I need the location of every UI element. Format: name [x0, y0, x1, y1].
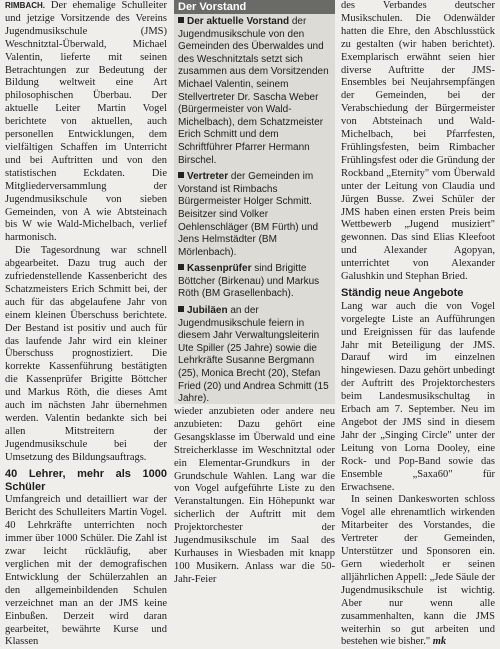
- info-item-board: Der aktuelle Vorstand der Jugendmusikschule von den Gemeinden des Überwaldes und des Weschnitztals setzt sich zusammen aus dem Vorsitzenden Michael Valentin, seinem Stellvertreter Dr. Sascha Weber (Bürgermeister von Wald-Michelbach), dem Schatzmeister Erich Schmitt und dem Schriftführer Pfarrer Hermann Birschel.: [178, 16, 329, 166]
- bullet-square-icon: [178, 17, 184, 23]
- bullet-square-icon: [178, 172, 184, 178]
- paragraph-report: Umfangreich und detailliert war der Bericht des Schulleiters Martin Vogel. 40 Lehrkräfte unterrichten noch immer über 1000 Schüler. Die Zahl ist zwar leicht rückläufig, aber verglichen mit der demografischen Entwicklung der Schülerzahlen an den allgemeinbildenden Schulen verzeichnet man an der JMS keine Einbußen. Derzeit wird daran gearbeitet, bewährte Kurse und Klassen: [5, 494, 167, 648]
- info-box-title: Der Vorstand: [174, 0, 335, 14]
- paragraph-thanks: In seinen Dankesworten schloss Vogel alle ehrenamtlich wirkenden Mitarbeiter des Vorstandes, die Vertreter der Gemeinden, Unterstützer und Sponsoren ein. Gern wiederholt er seinen alljährlichen Appell: „Jede Säule der Jugendmusikschule ist wichtig. Aber nur wenn alle zusammenhalten, kann die JMS weiterhin so gut arbeiten und bestehen wie bisher." mk: [341, 494, 495, 648]
- paragraph-new-offers: Lang war auch die von Vogel vorgelegte Liste an Aufführungen und Ereignissen für das laufende Jahr mit Beteiligung der JMS. Darauf wird im einzelnen hingewiesen. Dazu gehört unbedingt der Auftritt des Projektorchesters beim Landesmusikschultag in Erbach am 7. September. Neu im Angebot der JMS sind in diesem Jahr der „Singing Circle" unter der Leitung von Lorna Dooley, eine Rock- und Pop-Band sowie das Ensemble „Saxa60" für Erwachsene.: [341, 300, 495, 493]
- info-item-auditors: Kassenprüfer sind Brigitte Böttcher (Birkenau) und Markus Röth (BM Grasellenbach).: [178, 263, 320, 300]
- paragraph-intro: RIMBACH. Der ehemalige Schulleiter und jetzige Vorsitzende des Vereins Jugendmusikschule (JMS) Weschnitztal-Überwald, Michael Valentin, lieferte mit seinen Betrachtungen zur Bedeutung der Bildung weltweit eine Art philosophischen Überbau. Der aktuelle Leiter Martin Vogel berichtete von aktuellen, auch personellen Entwicklungen, dem vielfältigen Schaffen im Unterricht und bei Auftritten und von den statistischen Eckdaten. Die Mitgliederversammlung der Jugendmusikschule von sieben Gemeinden, von A wie Abtsteinach bis W wie Wald-Michelbach, verlief harmonisch.: [5, 0, 167, 244]
- author-initials: mk: [432, 636, 447, 648]
- paragraph-treasury: Die Tagesordnung war schnell abgearbeitet. Dazu trug auch der zufriedenstellende Kassenbericht des Schatzmeisters Erich Schmitt bei, der auch für das abgelaufene Jahr von einem kleinen Überschuss berichtete. Der Bestand ist positiv und auch für das laufende Jahr wird ein kleiner Überschuss prognostiziert. Die korrekte Kassenführung bestätigten die Kassenprüfer Brigitte Böttcher und Markus Röth, die dieses Amt auch im nächsten Jahr übernehmen werden. Valentin bedankte sich bei allen Mitstreitern der Jugendmusikschule bei der Umsetzung des Bildungsauftrags.: [5, 245, 167, 463]
- subheading-offers: Ständig neue Angebote: [341, 286, 464, 299]
- info-item-representatives: Vertreter der Gemeinden im Vorstand ist Rimbachs Bürgermeister Holger Schmitt. Beisitzer sind Volker Oehlenschläger (BM Fürth) und Jens Helmstädter (BM Mörlenbach).: [178, 171, 319, 258]
- board-info-box: [174, 0, 335, 404]
- subheading-teachers: 40 Lehrer, mehr als 1000 Schüler: [5, 467, 167, 493]
- paragraph-courses: wieder anzubieten oder andere neu anzubieten: Dazu gehört eine Gesangsklasse im Überwald und eine Streicherklasse im Weschnitztal oder ein Elementar-Grundkurs in der Grundschule Wahlen. Lang war die von Vogel aufgeführte Liste zu den Veranstaltungen. Ein Höhepunkt war sicherlich der Auftritt mit dem Projektorchester der Jugendmusikschule im Saal des Kurhauses in Wiesbaden mit knapp 100 Musikern. Anlass war die 50-Jahr-Feier: [174, 406, 335, 585]
- article-column-3: [341, 0, 495, 649]
- paragraph-events: des Verbandes deutscher Musikschulen. Die Odenwälder hatten die Ehre, den Abschlusstück zu gestalten (wir haben berichtet). Exemplarisch erwähnt seien hier diverse Auftritte der JMS-Ensembles bei Neujahrsempfängen der Gemeinden, bei der Verabschiedung der Bürgermeister von Abtsteinach und Wald-Michelbach, bei Pfarrfesten, Frühlingsfesten, beim Rimbacher Frühlingsfest oder die Gründung der Rockband „Eternity" vom Überwald unter der Leitung von Claudia und Jürgen Busse. Zwei Schüler der JMS haben einen ersten Preis beim Wettbewerb „Jugend musiziert" gewonnen. Das sind Elias Kleefoot und Alexander Agopyan, unterrichtet von Alexander Galushkin und Stephan Bried.: [341, 0, 495, 283]
- bullet-square-icon: [178, 306, 184, 312]
- article-column-1: [5, 0, 167, 649]
- article-column-2: [174, 406, 335, 587]
- dateline: RIMBACH.: [5, 1, 45, 10]
- info-item-anniversaries: Jubiläen an der Jugendmusikschule feiern in diesem Jahr Verwaltungsleiterin Ute Spiller (25 Jahre) sowie die Lehrkräfte Susanne Bergmann (25), Monica Brecht (20), Stefan Fried (20) und Andrea Schmitt (15 Jahre).: [178, 305, 329, 404]
- bullet-square-icon: [178, 264, 184, 270]
- info-box-list: [174, 14, 335, 404]
